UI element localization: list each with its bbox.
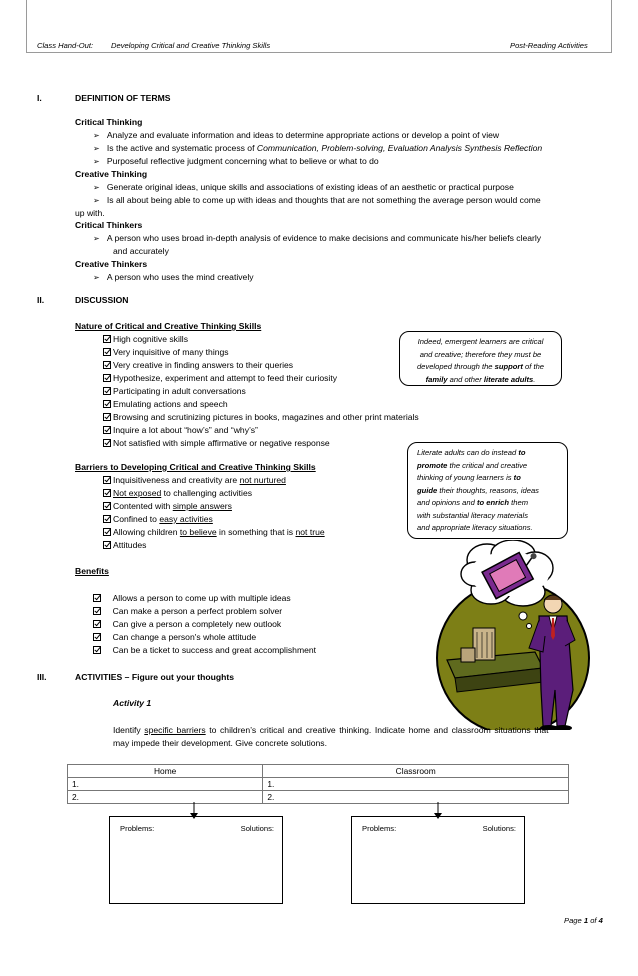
activity-instructions-line-2: may impede their development. Give concrete solutions. xyxy=(113,738,327,748)
classroom-problems-solutions-box[interactable] xyxy=(351,816,525,904)
list-item: ➢ Is the active and systematic process of Communication, Problem-solving, Evaluation Analysis Synthesis Reflection xyxy=(93,143,543,153)
barriers-heading: Barriers to Developing Critical and Creative Thinking Skills xyxy=(75,462,316,472)
checkbox-icon xyxy=(93,633,101,641)
checkbox-icon xyxy=(93,646,101,654)
checkbox-icon xyxy=(103,515,111,523)
problems-label: Problems: xyxy=(362,824,397,833)
checkbox-icon xyxy=(103,439,111,447)
section-2-number: II. xyxy=(37,295,45,305)
list-item: ➢ Analyze and evaluate information and ideas to determine appropriate actions or develop a point of view xyxy=(93,130,500,140)
callout-literate-adults: Literate adults can do instead to promote the critical and creative thinking of young learners is to guide their thoughts, reasons, ideas and opinions and to enrich them with substantial literacy materials and appropriate literacy situations. xyxy=(407,442,568,539)
solutions-label: Solutions: xyxy=(482,824,516,833)
list-item: ➢ A person who uses the mind creatively xyxy=(93,272,254,282)
checkbox-icon xyxy=(103,361,111,369)
table-cell[interactable]: 2. xyxy=(68,791,263,804)
home-problems-solutions-box[interactable] xyxy=(109,816,283,904)
checkbox-icon xyxy=(103,489,111,497)
list-item: Can change a person's whole attitude xyxy=(93,632,256,642)
section-2-title: DISCUSSION xyxy=(75,295,129,305)
table-header-classroom: Classroom xyxy=(263,765,569,778)
checkbox-icon xyxy=(93,620,101,628)
page-number: Page 1 of 4 xyxy=(564,916,603,925)
table-cell[interactable]: 2. xyxy=(263,791,569,804)
checkbox-icon xyxy=(93,607,101,615)
list-item: ➢ Generate original ideas, unique skills and associations of existing ideas of an aesthetic or practical purpose xyxy=(93,182,514,192)
benefits-heading: Benefits xyxy=(75,566,109,576)
checkbox-icon xyxy=(103,476,111,484)
term-critical-thinking: Critical Thinking xyxy=(75,117,143,127)
table-cell[interactable]: 1. xyxy=(68,778,263,791)
problems-label: Problems: xyxy=(120,824,155,833)
table-header-home: Home xyxy=(68,765,263,778)
list-item: Allows a person to come up with multiple ideas xyxy=(93,593,291,603)
list-item: Contented with simple answers xyxy=(103,501,232,511)
section-1-number: I. xyxy=(37,93,42,103)
term-creative-thinkers: Creative Thinkers xyxy=(75,259,148,269)
list-item: Can be a ticket to success and great accomplishment xyxy=(93,645,316,655)
arrow-bullet-icon: ➢ xyxy=(93,131,100,140)
checkbox-icon xyxy=(103,374,111,382)
list-item: Attitudes xyxy=(103,540,146,550)
arrow-bullet-icon: ➢ xyxy=(93,234,100,243)
arrow-bullet-icon: ➢ xyxy=(93,196,100,205)
home-classroom-table xyxy=(67,764,569,804)
checkbox-icon xyxy=(103,348,111,356)
checkbox-icon xyxy=(103,502,111,510)
list-item: Allowing children to believe in something that is not true xyxy=(103,527,325,537)
list-item: ➢ Purposeful reflective judgment concerning what to believe or what to do xyxy=(93,156,379,166)
list-item: Confined to easy activities xyxy=(103,514,213,524)
table-row xyxy=(68,791,569,804)
list-item: High cognitive skills xyxy=(103,334,188,344)
header-right: Post-Reading Activities xyxy=(510,41,588,50)
checkbox-icon xyxy=(103,413,111,421)
term-critical-thinkers: Critical Thinkers xyxy=(75,220,143,230)
list-item: Very creative in finding answers to their queries xyxy=(103,360,293,370)
list-item: Browsing and scrutinizing pictures in books, magazines and other print materials xyxy=(103,412,419,422)
nature-heading: Nature of Critical and Creative Thinking Skills xyxy=(75,321,262,331)
list-item: Inquire a lot about “how’s” and “why’s” xyxy=(103,425,258,435)
list-item-continuation: up with. xyxy=(75,208,105,218)
list-item: Emulating actions and speech xyxy=(103,399,228,409)
activity-instructions-line-1: Identify specific barriers to children’s critical and creative thinking. Indicate home and classroom situations that xyxy=(113,725,549,735)
checkbox-icon xyxy=(93,594,101,602)
checkbox-icon xyxy=(103,400,111,408)
arrow-bullet-icon: ➢ xyxy=(93,183,100,192)
list-item: ➢ Is all about being able to come up with ideas and thoughts that are not something the average person would come xyxy=(93,195,541,205)
list-item: Can make a person a perfect problem solver xyxy=(93,606,282,616)
list-item-continuation: and accurately xyxy=(113,246,169,256)
list-item: ➢ A person who uses broad in-depth analysis of evidence to make decisions and communicate his/her beliefs clearly xyxy=(93,233,542,243)
list-item: Hypothesize, experiment and attempt to feed their curiosity xyxy=(103,373,337,383)
section-3-title: ACTIVITIES – Figure out your thoughts xyxy=(75,672,234,682)
checkbox-icon xyxy=(103,528,111,536)
checkbox-icon xyxy=(103,387,111,395)
list-item: Participating in adult conversations xyxy=(103,386,246,396)
table-cell[interactable]: 1. xyxy=(263,778,569,791)
checkbox-icon xyxy=(103,426,111,434)
activity-label: Activity 1 xyxy=(113,698,152,708)
arrow-bullet-icon: ➢ xyxy=(93,157,100,166)
checkbox-icon xyxy=(103,335,111,343)
thinking-person-illustration xyxy=(425,540,610,730)
list-item: Can give a person a completely new outlook xyxy=(93,619,281,629)
arrow-bullet-icon: ➢ xyxy=(93,273,100,282)
header-rule xyxy=(27,52,611,53)
section-3-number: III. xyxy=(37,672,47,682)
term-creative-thinking: Creative Thinking xyxy=(75,169,148,179)
list-item: Not exposed to challenging activities xyxy=(103,488,252,498)
table-row xyxy=(68,778,569,791)
solutions-label: Solutions: xyxy=(240,824,274,833)
list-item: Inquisitiveness and creativity are not nurtured xyxy=(103,475,286,485)
table-header-row xyxy=(68,765,569,778)
section-1-title: DEFINITION OF TERMS xyxy=(75,93,171,103)
checkbox-icon xyxy=(103,541,111,549)
list-item: Very inquisitive of many things xyxy=(103,347,229,357)
list-item: Not satisfied with simple affirmative or negative response xyxy=(103,438,330,448)
header-title: Developing Critical and Creative Thinking Skills xyxy=(111,41,271,50)
header-label: Class Hand-Out: xyxy=(37,41,94,50)
callout-family-support: Indeed, emergent learners are critical and creative; therefore they must be developed through the support of the family and other literate adults. xyxy=(399,331,562,386)
arrow-bullet-icon: ➢ xyxy=(93,144,100,153)
